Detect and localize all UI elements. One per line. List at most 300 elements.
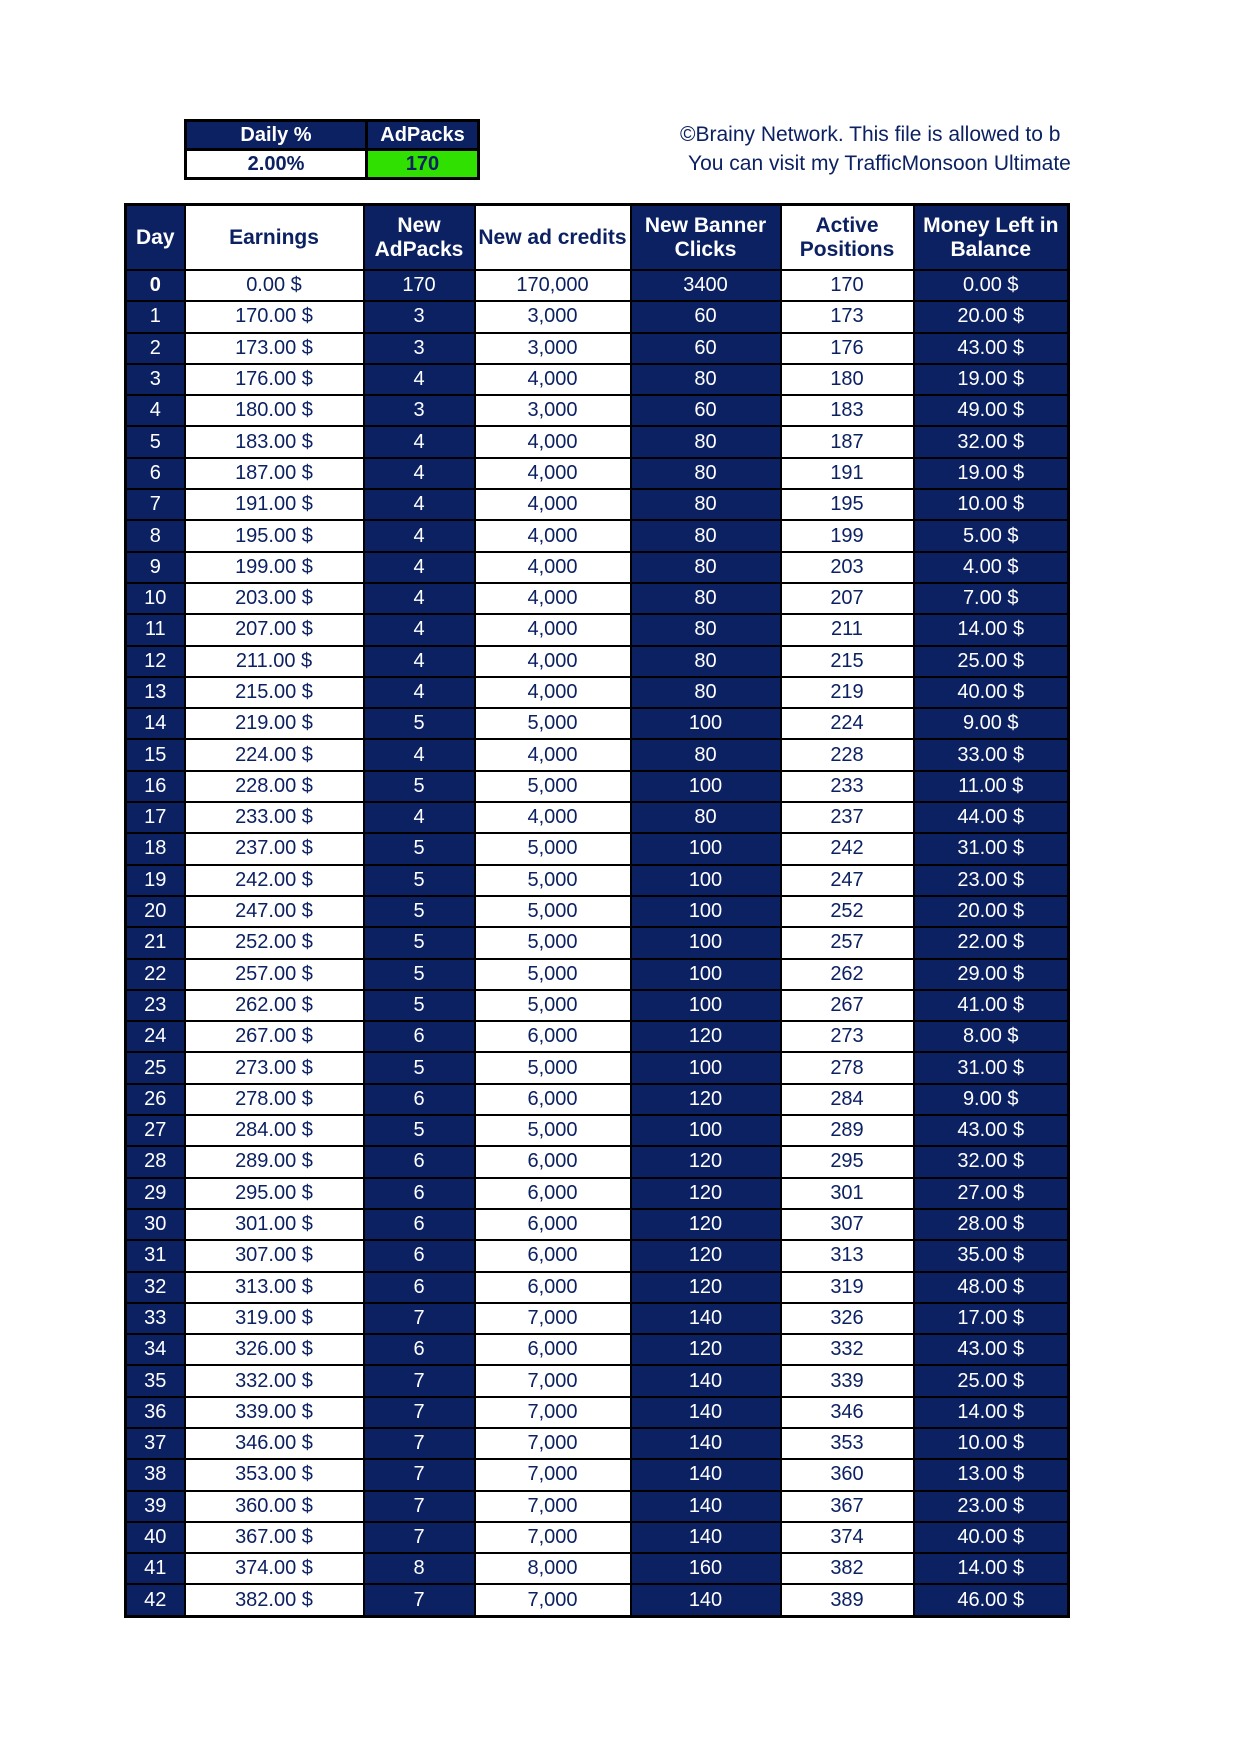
- cell-earnings[interactable]: 313.00 $: [185, 1272, 364, 1303]
- cell-earnings[interactable]: 0.00 $: [185, 270, 364, 301]
- cell-new-adpacks[interactable]: 4: [364, 520, 475, 551]
- adpacks-value[interactable]: 170: [367, 150, 479, 179]
- cell-money-left[interactable]: 19.00 $: [914, 364, 1069, 395]
- cell-new-ad-credits[interactable]: 4,000: [475, 426, 631, 457]
- cell-new-ad-credits[interactable]: 6,000: [475, 1334, 631, 1365]
- cell-new-ad-credits[interactable]: 5,000: [475, 896, 631, 927]
- cell-active-positions[interactable]: 170: [781, 270, 914, 301]
- cell-earnings[interactable]: 247.00 $: [185, 896, 364, 927]
- cell-new-adpacks[interactable]: 5: [364, 1115, 475, 1146]
- cell-new-adpacks[interactable]: 4: [364, 426, 475, 457]
- cell-new-ad-credits[interactable]: 4,000: [475, 646, 631, 677]
- cell-new-banner-clicks[interactable]: 140: [631, 1397, 781, 1428]
- cell-earnings[interactable]: 252.00 $: [185, 927, 364, 958]
- cell-money-left[interactable]: 10.00 $: [914, 1428, 1069, 1459]
- cell-new-banner-clicks[interactable]: 100: [631, 1052, 781, 1083]
- cell-earnings[interactable]: 207.00 $: [185, 614, 364, 645]
- cell-new-banner-clicks[interactable]: 100: [631, 896, 781, 927]
- cell-day[interactable]: 17: [126, 802, 185, 833]
- cell-earnings[interactable]: 262.00 $: [185, 990, 364, 1021]
- cell-new-banner-clicks[interactable]: 60: [631, 333, 781, 364]
- cell-active-positions[interactable]: 319: [781, 1272, 914, 1303]
- cell-new-adpacks[interactable]: 5: [364, 927, 475, 958]
- cell-new-ad-credits[interactable]: 6,000: [475, 1178, 631, 1209]
- cell-new-ad-credits[interactable]: 7,000: [475, 1365, 631, 1396]
- cell-new-adpacks[interactable]: 5: [364, 990, 475, 1021]
- cell-money-left[interactable]: 32.00 $: [914, 1146, 1069, 1177]
- cell-money-left[interactable]: 49.00 $: [914, 395, 1069, 426]
- cell-active-positions[interactable]: 211: [781, 614, 914, 645]
- cell-new-adpacks[interactable]: 5: [364, 896, 475, 927]
- cell-earnings[interactable]: 237.00 $: [185, 833, 364, 864]
- cell-day[interactable]: 2: [126, 333, 185, 364]
- cell-earnings[interactable]: 170.00 $: [185, 301, 364, 332]
- cell-day[interactable]: 7: [126, 489, 185, 520]
- cell-new-ad-credits[interactable]: 3,000: [475, 301, 631, 332]
- cell-active-positions[interactable]: 262: [781, 959, 914, 990]
- cell-new-ad-credits[interactable]: 7,000: [475, 1522, 631, 1553]
- cell-money-left[interactable]: 41.00 $: [914, 990, 1069, 1021]
- cell-earnings[interactable]: 215.00 $: [185, 677, 364, 708]
- cell-day[interactable]: 34: [126, 1334, 185, 1365]
- cell-earnings[interactable]: 346.00 $: [185, 1428, 364, 1459]
- cell-money-left[interactable]: 14.00 $: [914, 1397, 1069, 1428]
- cell-day[interactable]: 40: [126, 1522, 185, 1553]
- cell-earnings[interactable]: 203.00 $: [185, 583, 364, 614]
- cell-new-adpacks[interactable]: 7: [364, 1428, 475, 1459]
- cell-earnings[interactable]: 295.00 $: [185, 1178, 364, 1209]
- cell-new-ad-credits[interactable]: 4,000: [475, 520, 631, 551]
- cell-new-banner-clicks[interactable]: 120: [631, 1146, 781, 1177]
- cell-new-ad-credits[interactable]: 6,000: [475, 1240, 631, 1271]
- cell-new-ad-credits[interactable]: 5,000: [475, 990, 631, 1021]
- cell-new-ad-credits[interactable]: 6,000: [475, 1021, 631, 1052]
- cell-active-positions[interactable]: 173: [781, 301, 914, 332]
- cell-money-left[interactable]: 43.00 $: [914, 1115, 1069, 1146]
- cell-active-positions[interactable]: 295: [781, 1146, 914, 1177]
- cell-new-banner-clicks[interactable]: 140: [631, 1491, 781, 1522]
- cell-money-left[interactable]: 43.00 $: [914, 1334, 1069, 1365]
- cell-day[interactable]: 25: [126, 1052, 185, 1083]
- cell-money-left[interactable]: 40.00 $: [914, 677, 1069, 708]
- cell-money-left[interactable]: 4.00 $: [914, 552, 1069, 583]
- cell-day[interactable]: 29: [126, 1178, 185, 1209]
- cell-new-banner-clicks[interactable]: 80: [631, 739, 781, 770]
- cell-money-left[interactable]: 23.00 $: [914, 1491, 1069, 1522]
- cell-earnings[interactable]: 267.00 $: [185, 1021, 364, 1052]
- cell-new-ad-credits[interactable]: 170,000: [475, 270, 631, 301]
- cell-new-adpacks[interactable]: 3: [364, 301, 475, 332]
- cell-day[interactable]: 30: [126, 1209, 185, 1240]
- cell-active-positions[interactable]: 224: [781, 708, 914, 739]
- cell-active-positions[interactable]: 219: [781, 677, 914, 708]
- cell-day[interactable]: 0: [126, 270, 185, 301]
- cell-new-ad-credits[interactable]: 4,000: [475, 583, 631, 614]
- cell-earnings[interactable]: 301.00 $: [185, 1209, 364, 1240]
- cell-active-positions[interactable]: 195: [781, 489, 914, 520]
- cell-new-ad-credits[interactable]: 3,000: [475, 333, 631, 364]
- cell-earnings[interactable]: 284.00 $: [185, 1115, 364, 1146]
- cell-new-banner-clicks[interactable]: 80: [631, 802, 781, 833]
- cell-new-ad-credits[interactable]: 4,000: [475, 802, 631, 833]
- cell-money-left[interactable]: 40.00 $: [914, 1522, 1069, 1553]
- cell-day[interactable]: 37: [126, 1428, 185, 1459]
- cell-new-adpacks[interactable]: 6: [364, 1272, 475, 1303]
- cell-active-positions[interactable]: 374: [781, 1522, 914, 1553]
- cell-new-adpacks[interactable]: 4: [364, 489, 475, 520]
- cell-new-adpacks[interactable]: 7: [364, 1397, 475, 1428]
- cell-day[interactable]: 10: [126, 583, 185, 614]
- cell-new-banner-clicks[interactable]: 3400: [631, 270, 781, 301]
- cell-active-positions[interactable]: 183: [781, 395, 914, 426]
- cell-earnings[interactable]: 367.00 $: [185, 1522, 364, 1553]
- cell-new-ad-credits[interactable]: 5,000: [475, 865, 631, 896]
- cell-new-ad-credits[interactable]: 4,000: [475, 458, 631, 489]
- cell-new-banner-clicks[interactable]: 100: [631, 927, 781, 958]
- cell-money-left[interactable]: 19.00 $: [914, 458, 1069, 489]
- cell-new-banner-clicks[interactable]: 60: [631, 395, 781, 426]
- cell-new-adpacks[interactable]: 4: [364, 677, 475, 708]
- cell-new-ad-credits[interactable]: 3,000: [475, 395, 631, 426]
- cell-new-banner-clicks[interactable]: 100: [631, 990, 781, 1021]
- cell-active-positions[interactable]: 252: [781, 896, 914, 927]
- cell-day[interactable]: 16: [126, 771, 185, 802]
- cell-day[interactable]: 14: [126, 708, 185, 739]
- cell-new-ad-credits[interactable]: 8,000: [475, 1553, 631, 1584]
- cell-active-positions[interactable]: 187: [781, 426, 914, 457]
- cell-day[interactable]: 42: [126, 1584, 185, 1616]
- cell-new-ad-credits[interactable]: 7,000: [475, 1491, 631, 1522]
- cell-new-adpacks[interactable]: 4: [364, 364, 475, 395]
- cell-new-ad-credits[interactable]: 4,000: [475, 677, 631, 708]
- cell-new-banner-clicks[interactable]: 140: [631, 1584, 781, 1616]
- cell-earnings[interactable]: 228.00 $: [185, 771, 364, 802]
- cell-money-left[interactable]: 22.00 $: [914, 927, 1069, 958]
- cell-day[interactable]: 22: [126, 959, 185, 990]
- cell-new-adpacks[interactable]: 7: [364, 1584, 475, 1616]
- cell-new-adpacks[interactable]: 4: [364, 552, 475, 583]
- cell-earnings[interactable]: 180.00 $: [185, 395, 364, 426]
- cell-day[interactable]: 23: [126, 990, 185, 1021]
- cell-money-left[interactable]: 10.00 $: [914, 489, 1069, 520]
- cell-new-ad-credits[interactable]: 4,000: [475, 614, 631, 645]
- cell-earnings[interactable]: 224.00 $: [185, 739, 364, 770]
- cell-money-left[interactable]: 43.00 $: [914, 333, 1069, 364]
- cell-new-adpacks[interactable]: 6: [364, 1209, 475, 1240]
- cell-money-left[interactable]: 20.00 $: [914, 896, 1069, 927]
- cell-new-banner-clicks[interactable]: 80: [631, 552, 781, 583]
- cell-money-left[interactable]: 33.00 $: [914, 739, 1069, 770]
- cell-active-positions[interactable]: 267: [781, 990, 914, 1021]
- cell-new-adpacks[interactable]: 7: [364, 1365, 475, 1396]
- cell-new-adpacks[interactable]: 7: [364, 1522, 475, 1553]
- cell-new-ad-credits[interactable]: 4,000: [475, 552, 631, 583]
- cell-new-banner-clicks[interactable]: 80: [631, 458, 781, 489]
- cell-day[interactable]: 21: [126, 927, 185, 958]
- cell-earnings[interactable]: 374.00 $: [185, 1553, 364, 1584]
- cell-money-left[interactable]: 5.00 $: [914, 520, 1069, 551]
- cell-day[interactable]: 33: [126, 1303, 185, 1334]
- cell-earnings[interactable]: 195.00 $: [185, 520, 364, 551]
- cell-earnings[interactable]: 187.00 $: [185, 458, 364, 489]
- cell-day[interactable]: 31: [126, 1240, 185, 1271]
- cell-active-positions[interactable]: 332: [781, 1334, 914, 1365]
- cell-active-positions[interactable]: 199: [781, 520, 914, 551]
- cell-active-positions[interactable]: 273: [781, 1021, 914, 1052]
- cell-day[interactable]: 18: [126, 833, 185, 864]
- cell-money-left[interactable]: 27.00 $: [914, 1178, 1069, 1209]
- cell-money-left[interactable]: 14.00 $: [914, 1553, 1069, 1584]
- cell-day[interactable]: 5: [126, 426, 185, 457]
- cell-new-ad-credits[interactable]: 5,000: [475, 1115, 631, 1146]
- cell-active-positions[interactable]: 257: [781, 927, 914, 958]
- cell-money-left[interactable]: 7.00 $: [914, 583, 1069, 614]
- cell-money-left[interactable]: 31.00 $: [914, 1052, 1069, 1083]
- cell-new-ad-credits[interactable]: 7,000: [475, 1584, 631, 1616]
- cell-active-positions[interactable]: 180: [781, 364, 914, 395]
- cell-new-adpacks[interactable]: 5: [364, 1052, 475, 1083]
- cell-new-banner-clicks[interactable]: 120: [631, 1084, 781, 1115]
- cell-day[interactable]: 20: [126, 896, 185, 927]
- cell-new-adpacks[interactable]: 4: [364, 583, 475, 614]
- cell-new-banner-clicks[interactable]: 80: [631, 520, 781, 551]
- cell-earnings[interactable]: 273.00 $: [185, 1052, 364, 1083]
- cell-new-adpacks[interactable]: 4: [364, 614, 475, 645]
- cell-new-adpacks[interactable]: 6: [364, 1084, 475, 1115]
- cell-new-ad-credits[interactable]: 5,000: [475, 708, 631, 739]
- cell-active-positions[interactable]: 389: [781, 1584, 914, 1616]
- cell-new-banner-clicks[interactable]: 140: [631, 1459, 781, 1490]
- cell-new-adpacks[interactable]: 7: [364, 1459, 475, 1490]
- cell-active-positions[interactable]: 307: [781, 1209, 914, 1240]
- cell-new-adpacks[interactable]: 5: [364, 959, 475, 990]
- cell-active-positions[interactable]: 326: [781, 1303, 914, 1334]
- cell-active-positions[interactable]: 233: [781, 771, 914, 802]
- cell-earnings[interactable]: 233.00 $: [185, 802, 364, 833]
- cell-active-positions[interactable]: 215: [781, 646, 914, 677]
- cell-new-ad-credits[interactable]: 5,000: [475, 771, 631, 802]
- cell-day[interactable]: 13: [126, 677, 185, 708]
- cell-money-left[interactable]: 48.00 $: [914, 1272, 1069, 1303]
- cell-new-banner-clicks[interactable]: 140: [631, 1365, 781, 1396]
- cell-earnings[interactable]: 199.00 $: [185, 552, 364, 583]
- cell-new-adpacks[interactable]: 7: [364, 1491, 475, 1522]
- cell-new-banner-clicks[interactable]: 100: [631, 771, 781, 802]
- cell-active-positions[interactable]: 289: [781, 1115, 914, 1146]
- cell-earnings[interactable]: 278.00 $: [185, 1084, 364, 1115]
- cell-new-ad-credits[interactable]: 5,000: [475, 833, 631, 864]
- cell-day[interactable]: 24: [126, 1021, 185, 1052]
- cell-money-left[interactable]: 0.00 $: [914, 270, 1069, 301]
- cell-new-adpacks[interactable]: 3: [364, 333, 475, 364]
- cell-new-banner-clicks[interactable]: 100: [631, 959, 781, 990]
- cell-earnings[interactable]: 382.00 $: [185, 1584, 364, 1616]
- cell-active-positions[interactable]: 228: [781, 739, 914, 770]
- cell-day[interactable]: 41: [126, 1553, 185, 1584]
- cell-new-ad-credits[interactable]: 7,000: [475, 1428, 631, 1459]
- cell-day[interactable]: 36: [126, 1397, 185, 1428]
- cell-earnings[interactable]: 319.00 $: [185, 1303, 364, 1334]
- cell-active-positions[interactable]: 191: [781, 458, 914, 489]
- cell-day[interactable]: 39: [126, 1491, 185, 1522]
- cell-earnings[interactable]: 176.00 $: [185, 364, 364, 395]
- cell-active-positions[interactable]: 301: [781, 1178, 914, 1209]
- cell-money-left[interactable]: 11.00 $: [914, 771, 1069, 802]
- cell-new-banner-clicks[interactable]: 80: [631, 677, 781, 708]
- cell-new-adpacks[interactable]: 4: [364, 739, 475, 770]
- cell-day[interactable]: 15: [126, 739, 185, 770]
- cell-earnings[interactable]: 173.00 $: [185, 333, 364, 364]
- cell-day[interactable]: 11: [126, 614, 185, 645]
- cell-active-positions[interactable]: 353: [781, 1428, 914, 1459]
- cell-money-left[interactable]: 14.00 $: [914, 614, 1069, 645]
- cell-new-banner-clicks[interactable]: 80: [631, 646, 781, 677]
- cell-new-adpacks[interactable]: 7: [364, 1303, 475, 1334]
- cell-new-adpacks[interactable]: 6: [364, 1334, 475, 1365]
- cell-new-banner-clicks[interactable]: 100: [631, 1115, 781, 1146]
- cell-new-ad-credits[interactable]: 5,000: [475, 959, 631, 990]
- cell-new-banner-clicks[interactable]: 80: [631, 583, 781, 614]
- cell-new-ad-credits[interactable]: 6,000: [475, 1084, 631, 1115]
- cell-day[interactable]: 6: [126, 458, 185, 489]
- cell-new-banner-clicks[interactable]: 100: [631, 708, 781, 739]
- cell-active-positions[interactable]: 203: [781, 552, 914, 583]
- cell-active-positions[interactable]: 382: [781, 1553, 914, 1584]
- cell-earnings[interactable]: 307.00 $: [185, 1240, 364, 1271]
- cell-new-adpacks[interactable]: 6: [364, 1178, 475, 1209]
- cell-active-positions[interactable]: 278: [781, 1052, 914, 1083]
- cell-new-banner-clicks[interactable]: 120: [631, 1240, 781, 1271]
- cell-earnings[interactable]: 289.00 $: [185, 1146, 364, 1177]
- cell-new-adpacks[interactable]: 6: [364, 1240, 475, 1271]
- cell-active-positions[interactable]: 313: [781, 1240, 914, 1271]
- cell-new-adpacks[interactable]: 4: [364, 458, 475, 489]
- cell-money-left[interactable]: 8.00 $: [914, 1021, 1069, 1052]
- cell-active-positions[interactable]: 360: [781, 1459, 914, 1490]
- cell-active-positions[interactable]: 367: [781, 1491, 914, 1522]
- cell-day[interactable]: 12: [126, 646, 185, 677]
- cell-day[interactable]: 1: [126, 301, 185, 332]
- cell-new-adpacks[interactable]: 5: [364, 865, 475, 896]
- cell-earnings[interactable]: 326.00 $: [185, 1334, 364, 1365]
- cell-money-left[interactable]: 20.00 $: [914, 301, 1069, 332]
- cell-new-ad-credits[interactable]: 7,000: [475, 1397, 631, 1428]
- cell-active-positions[interactable]: 207: [781, 583, 914, 614]
- cell-new-adpacks[interactable]: 5: [364, 708, 475, 739]
- cell-day[interactable]: 35: [126, 1365, 185, 1396]
- cell-day[interactable]: 4: [126, 395, 185, 426]
- cell-money-left[interactable]: 29.00 $: [914, 959, 1069, 990]
- cell-day[interactable]: 3: [126, 364, 185, 395]
- cell-new-ad-credits[interactable]: 5,000: [475, 1052, 631, 1083]
- cell-earnings[interactable]: 339.00 $: [185, 1397, 364, 1428]
- cell-earnings[interactable]: 211.00 $: [185, 646, 364, 677]
- cell-money-left[interactable]: 28.00 $: [914, 1209, 1069, 1240]
- cell-active-positions[interactable]: 242: [781, 833, 914, 864]
- cell-new-adpacks[interactable]: 170: [364, 270, 475, 301]
- cell-new-banner-clicks[interactable]: 120: [631, 1209, 781, 1240]
- cell-money-left[interactable]: 25.00 $: [914, 1365, 1069, 1396]
- cell-new-ad-credits[interactable]: 5,000: [475, 927, 631, 958]
- cell-earnings[interactable]: 183.00 $: [185, 426, 364, 457]
- cell-earnings[interactable]: 191.00 $: [185, 489, 364, 520]
- cell-earnings[interactable]: 219.00 $: [185, 708, 364, 739]
- cell-new-banner-clicks[interactable]: 120: [631, 1178, 781, 1209]
- cell-new-banner-clicks[interactable]: 80: [631, 489, 781, 520]
- cell-new-banner-clicks[interactable]: 140: [631, 1303, 781, 1334]
- cell-new-ad-credits[interactable]: 6,000: [475, 1146, 631, 1177]
- cell-new-banner-clicks[interactable]: 120: [631, 1334, 781, 1365]
- cell-money-left[interactable]: 23.00 $: [914, 865, 1069, 896]
- cell-day[interactable]: 26: [126, 1084, 185, 1115]
- cell-money-left[interactable]: 13.00 $: [914, 1459, 1069, 1490]
- cell-new-banner-clicks[interactable]: 140: [631, 1522, 781, 1553]
- cell-new-ad-credits[interactable]: 6,000: [475, 1209, 631, 1240]
- cell-day[interactable]: 38: [126, 1459, 185, 1490]
- daily-percent-value[interactable]: 2.00%: [186, 150, 367, 179]
- cell-new-adpacks[interactable]: 5: [364, 833, 475, 864]
- cell-new-banner-clicks[interactable]: 80: [631, 614, 781, 645]
- cell-money-left[interactable]: 9.00 $: [914, 1084, 1069, 1115]
- cell-new-banner-clicks[interactable]: 100: [631, 865, 781, 896]
- cell-new-banner-clicks[interactable]: 160: [631, 1553, 781, 1584]
- cell-money-left[interactable]: 32.00 $: [914, 426, 1069, 457]
- cell-new-banner-clicks[interactable]: 60: [631, 301, 781, 332]
- cell-new-adpacks[interactable]: 6: [364, 1021, 475, 1052]
- cell-active-positions[interactable]: 346: [781, 1397, 914, 1428]
- cell-new-ad-credits[interactable]: 7,000: [475, 1459, 631, 1490]
- cell-new-banner-clicks[interactable]: 80: [631, 364, 781, 395]
- cell-earnings[interactable]: 332.00 $: [185, 1365, 364, 1396]
- cell-new-adpacks[interactable]: 4: [364, 646, 475, 677]
- cell-money-left[interactable]: 17.00 $: [914, 1303, 1069, 1334]
- cell-day[interactable]: 28: [126, 1146, 185, 1177]
- cell-earnings[interactable]: 360.00 $: [185, 1491, 364, 1522]
- cell-new-banner-clicks[interactable]: 80: [631, 426, 781, 457]
- cell-new-adpacks[interactable]: 3: [364, 395, 475, 426]
- cell-active-positions[interactable]: 284: [781, 1084, 914, 1115]
- cell-new-adpacks[interactable]: 5: [364, 771, 475, 802]
- cell-money-left[interactable]: 44.00 $: [914, 802, 1069, 833]
- cell-new-ad-credits[interactable]: 6,000: [475, 1272, 631, 1303]
- cell-money-left[interactable]: 31.00 $: [914, 833, 1069, 864]
- cell-new-ad-credits[interactable]: 7,000: [475, 1303, 631, 1334]
- cell-day[interactable]: 19: [126, 865, 185, 896]
- cell-new-ad-credits[interactable]: 4,000: [475, 739, 631, 770]
- cell-new-adpacks[interactable]: 4: [364, 802, 475, 833]
- cell-earnings[interactable]: 242.00 $: [185, 865, 364, 896]
- cell-earnings[interactable]: 353.00 $: [185, 1459, 364, 1490]
- cell-new-adpacks[interactable]: 8: [364, 1553, 475, 1584]
- cell-money-left[interactable]: 9.00 $: [914, 708, 1069, 739]
- cell-new-banner-clicks[interactable]: 140: [631, 1428, 781, 1459]
- cell-day[interactable]: 27: [126, 1115, 185, 1146]
- cell-active-positions[interactable]: 237: [781, 802, 914, 833]
- cell-new-banner-clicks[interactable]: 120: [631, 1272, 781, 1303]
- cell-new-ad-credits[interactable]: 4,000: [475, 489, 631, 520]
- cell-day[interactable]: 9: [126, 552, 185, 583]
- cell-new-adpacks[interactable]: 6: [364, 1146, 475, 1177]
- cell-new-banner-clicks[interactable]: 120: [631, 1021, 781, 1052]
- cell-money-left[interactable]: 35.00 $: [914, 1240, 1069, 1271]
- cell-day[interactable]: 8: [126, 520, 185, 551]
- cell-active-positions[interactable]: 339: [781, 1365, 914, 1396]
- cell-active-positions[interactable]: 247: [781, 865, 914, 896]
- cell-new-banner-clicks[interactable]: 100: [631, 833, 781, 864]
- cell-day[interactable]: 32: [126, 1272, 185, 1303]
- cell-money-left[interactable]: 25.00 $: [914, 646, 1069, 677]
- cell-new-ad-credits[interactable]: 4,000: [475, 364, 631, 395]
